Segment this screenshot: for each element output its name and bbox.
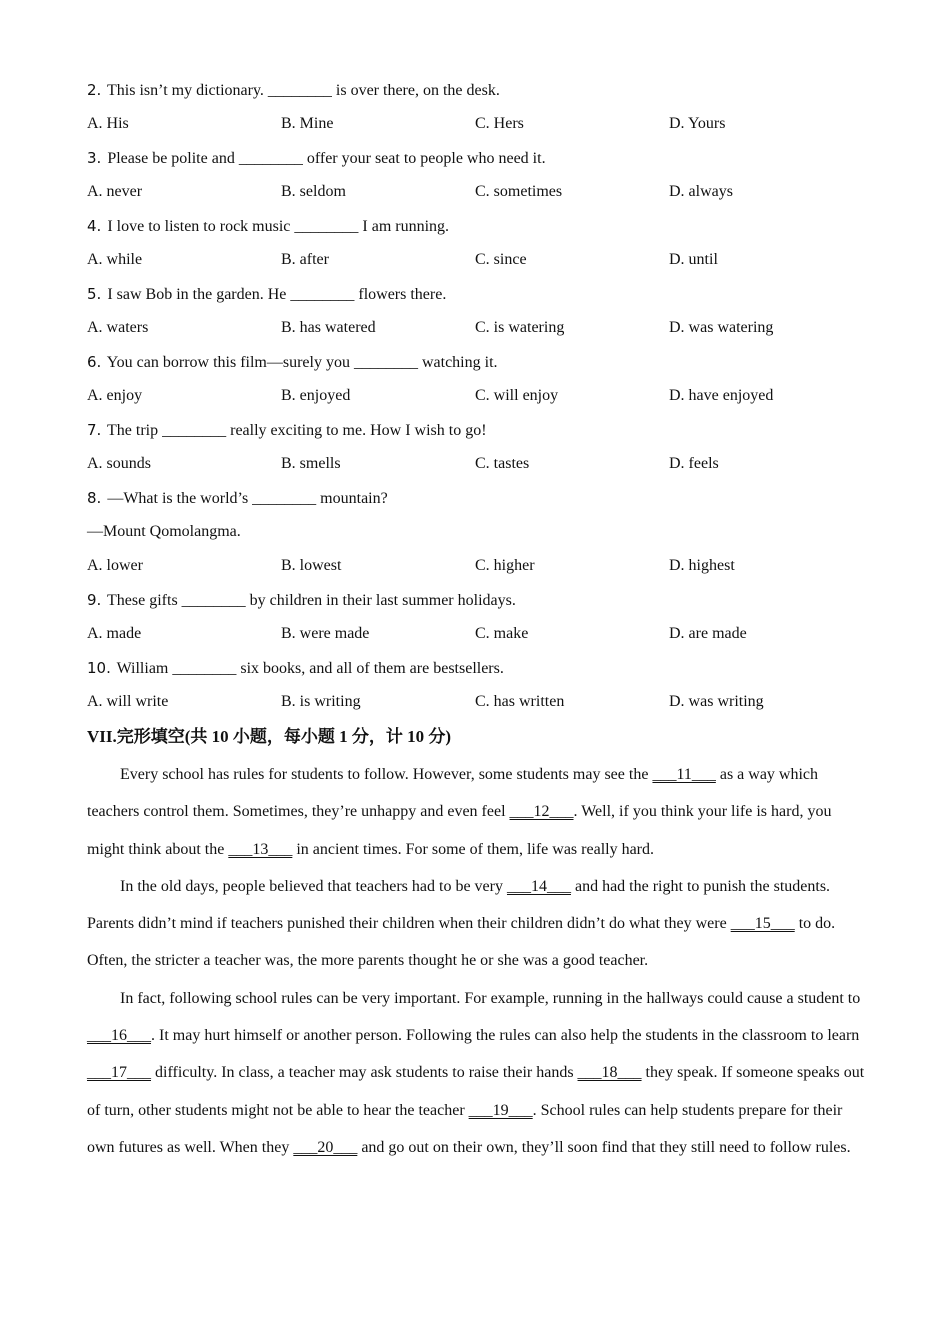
question-number: 6. bbox=[87, 353, 102, 371]
question-5 bbox=[87, 282, 867, 306]
options-8 bbox=[87, 554, 867, 578]
question-10 bbox=[87, 656, 867, 680]
option-a: A. while bbox=[87, 251, 143, 268]
option-a: A. waters bbox=[87, 319, 149, 336]
question-text: William ________ six books, and all of them are bestsellers. bbox=[116, 660, 504, 677]
question-number: 5. bbox=[87, 285, 102, 303]
question-number: 8. bbox=[87, 489, 102, 507]
question-text: —What is the world’s ________ mountain? bbox=[107, 490, 388, 507]
option-c: C. has written bbox=[475, 693, 565, 710]
question-text: This isn’t my dictionary. ________ is over there, on the desk. bbox=[107, 82, 500, 99]
option-b: B. is writing bbox=[281, 693, 361, 710]
passage-text: difficulty. In class, a teacher may ask students to raise their hands bbox=[151, 1064, 578, 1082]
option-a: A. sounds bbox=[87, 455, 152, 472]
passage-text: . School rules can help students prepare for their own futures as well. When they bbox=[87, 1101, 843, 1156]
option-a: A. enjoy bbox=[87, 387, 143, 404]
question-number: 3. bbox=[87, 149, 102, 167]
passage-text: In fact, following school rules can be very important. For example, running in the hallways could cause a student to bbox=[120, 989, 861, 1007]
passage-text: . It may hurt himself or another person. Following the rules can also help the students in the classroom to learn bbox=[151, 1027, 860, 1045]
option-a: A. made bbox=[87, 625, 142, 642]
cloze-paragraph-3 bbox=[87, 980, 867, 1166]
option-d: D. feels bbox=[669, 455, 719, 472]
question-number: 10. bbox=[87, 659, 111, 677]
option-b: B. smells bbox=[281, 455, 341, 472]
option-b: B. after bbox=[281, 251, 329, 268]
question-9 bbox=[87, 588, 867, 612]
blank-12: ___12___ bbox=[509, 803, 574, 821]
option-b: B. were made bbox=[281, 625, 370, 642]
option-b: B. seldom bbox=[281, 183, 346, 200]
options-4 bbox=[87, 248, 867, 272]
question-2 bbox=[87, 78, 867, 102]
blank-14: ___14___ bbox=[506, 877, 571, 895]
option-d: D. have enjoyed bbox=[669, 387, 774, 404]
blank-13: ___13___ bbox=[228, 840, 293, 858]
options-9 bbox=[87, 622, 867, 646]
options-10 bbox=[87, 690, 867, 714]
option-d: D. are made bbox=[669, 625, 747, 642]
option-a: A. lower bbox=[87, 557, 143, 574]
option-b: B. Mine bbox=[281, 115, 334, 132]
cloze-paragraph-2 bbox=[87, 868, 867, 980]
passage-text: In the old days, people believed that teachers had to be very bbox=[120, 877, 507, 895]
blank-17: ___17___ bbox=[87, 1064, 151, 1082]
option-d: D. Yours bbox=[669, 115, 726, 132]
options-5 bbox=[87, 316, 867, 340]
section-title: VII.完形填空(共 10 小题，每小题 1 分，计 10 分) bbox=[87, 727, 452, 746]
question-number: 4. bbox=[87, 217, 102, 235]
option-c: C. make bbox=[475, 625, 529, 642]
option-c: C. is watering bbox=[475, 319, 565, 336]
passage-text: in ancient times. For some of them, life was really hard. bbox=[292, 840, 655, 858]
question-3 bbox=[87, 146, 867, 170]
option-d: D. always bbox=[669, 183, 733, 200]
question-7 bbox=[87, 418, 867, 442]
question-text: I saw Bob in the garden. He ________ flowers there. bbox=[107, 286, 447, 303]
question-text: Please be polite and ________ offer your seat to people who need it. bbox=[107, 150, 546, 167]
option-d: D. was writing bbox=[669, 693, 764, 710]
option-b: B. lowest bbox=[281, 557, 342, 574]
question-text: These gifts ________ by children in their last summer holidays. bbox=[107, 592, 516, 609]
blank-20: ___20___ bbox=[293, 1138, 358, 1156]
option-a: A. will write bbox=[87, 693, 169, 710]
question-text: You can borrow this film—surely you ________ watching it. bbox=[106, 354, 498, 371]
option-d: D. was watering bbox=[669, 319, 774, 336]
option-d: D. highest bbox=[669, 557, 735, 574]
option-c: C. higher bbox=[475, 557, 535, 574]
option-c: C. will enjoy bbox=[475, 387, 559, 404]
question-text: The trip ________ really exciting to me. How I wish to go! bbox=[107, 422, 487, 439]
blank-15: ___15___ bbox=[730, 915, 795, 933]
option-b: B. enjoyed bbox=[281, 387, 351, 404]
blank-16: ___16___ bbox=[87, 1027, 151, 1045]
option-d: D. until bbox=[669, 251, 718, 268]
exam-page bbox=[87, 78, 867, 1166]
question-8 bbox=[87, 486, 867, 510]
blank-19: ___19___ bbox=[468, 1101, 533, 1119]
blank-18: ___18___ bbox=[577, 1064, 642, 1082]
option-b: B. has watered bbox=[281, 319, 376, 336]
blank-11: ___11___ bbox=[652, 766, 716, 783]
option-c: C. tastes bbox=[475, 455, 530, 472]
options-6 bbox=[87, 384, 867, 408]
dialogue-answer: —Mount Qomolangma. bbox=[87, 523, 241, 540]
cloze-paragraph-1 bbox=[87, 756, 867, 868]
passage-text: and had the right to punish the students. Parents didn’t mind if teachers punished their children when their children didn’t do what they were bbox=[87, 877, 831, 933]
question-number: 7. bbox=[87, 421, 102, 439]
passage-text: to do. Often, the stricter a teacher was, the more parents thought he or she was a good teacher. bbox=[87, 915, 836, 970]
passage-text: as a way which teachers control them. Sometimes, they’re unhappy and even feel bbox=[87, 766, 819, 821]
options-7 bbox=[87, 452, 867, 476]
option-c: C. since bbox=[475, 251, 527, 268]
options-3 bbox=[87, 180, 867, 204]
question-4 bbox=[87, 214, 867, 238]
option-c: C. sometimes bbox=[475, 183, 563, 200]
options-2 bbox=[87, 112, 867, 136]
passage-text: and go out on their own, they’ll soon find that they still need to follow rules. bbox=[357, 1138, 851, 1156]
option-c: C. Hers bbox=[475, 115, 524, 132]
option-a: A. never bbox=[87, 183, 143, 200]
passage-text: . Well, if you think your life is hard, you might think about the bbox=[87, 803, 832, 858]
question-6 bbox=[87, 350, 867, 374]
passage-text: they speak. If someone speaks out of turn, other students might not be able to hear the teacher bbox=[87, 1064, 865, 1119]
passage-text: Every school has rules for students to follow. However, some students may see the bbox=[120, 766, 653, 783]
option-a: A. His bbox=[87, 115, 129, 132]
question-number: 9. bbox=[87, 591, 102, 609]
question-text: I love to listen to rock music ________ I am running. bbox=[107, 218, 450, 235]
question-number: 2. bbox=[87, 81, 102, 99]
